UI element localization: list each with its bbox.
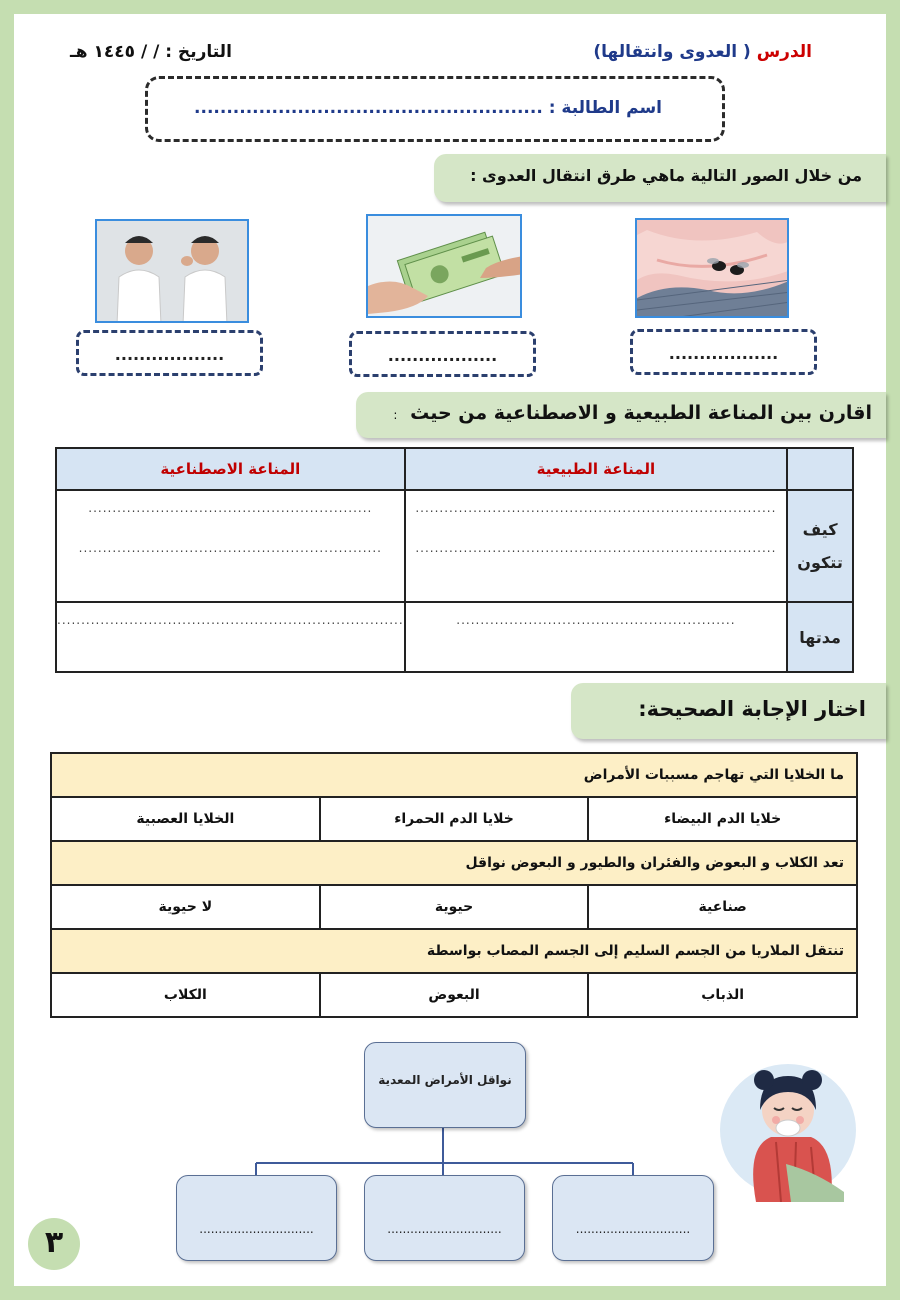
row-label-formation-line2: تتكون — [797, 553, 843, 572]
diagram-child-1[interactable]: .............................. — [176, 1175, 337, 1261]
sick-girl-illustration — [716, 1052, 858, 1202]
q1-option-3[interactable]: الخلايا العصبية — [51, 797, 320, 841]
artificial-formation-line2: ............................................................... — [78, 541, 382, 555]
section2-title-text: اقارن بين المناعة الطبيعية و الاصطناعية من حيث — [410, 402, 872, 424]
q1-option-1[interactable]: خلايا الدم البيضاء — [588, 797, 857, 841]
answer-blank-1[interactable]: .................. — [630, 329, 817, 375]
diagram-root-node: نواقل الأمراض المعدية — [364, 1042, 526, 1128]
q2-option-1[interactable]: صناعية — [588, 885, 857, 929]
lesson-title: ( العدوى وانتقالها) — [593, 42, 751, 62]
artificial-immunity-header: المناعة الاصطناعية — [56, 448, 405, 490]
student-name-label: اسم الطالبة : ...................................................... — [194, 98, 662, 118]
section2-title-colon: : — [393, 408, 398, 422]
natural-duration-line: .......................................................... — [456, 613, 736, 627]
question-3: تنتقل الملاريا من الجسم السليم إلى الجسم المصاب بواسطة — [51, 929, 857, 973]
q2-option-2[interactable]: حيوية — [320, 885, 589, 929]
q2-option-3[interactable]: لا حيوية — [51, 885, 320, 929]
row-label-duration: مدتها — [787, 602, 853, 672]
natural-formation-line2: ........................................................................... — [415, 541, 777, 555]
q1-option-2[interactable]: خلايا الدم الحمراء — [320, 797, 589, 841]
q3-option-3[interactable]: الكلاب — [51, 973, 320, 1017]
section1-title: من خلال الصور التالية ماهي طرق انتقال العدوى : — [434, 154, 886, 202]
lesson-label: الدرس — [756, 42, 812, 62]
natural-immunity-header: المناعة الطبيعية — [405, 448, 788, 490]
q3-option-2[interactable]: البعوض — [320, 973, 589, 1017]
diagram-child-3[interactable]: .............................. — [552, 1175, 714, 1261]
diagram-child-2[interactable]: .............................. — [364, 1175, 525, 1261]
row-label-formation-line1: كيف — [802, 520, 838, 539]
question-1: ما الخلايا التي تهاجم مسببات الأمراض — [51, 753, 857, 797]
artificial-formation-line1: ........................................................... — [88, 501, 373, 515]
section3-title: اختار الإجابة الصحيحة: — [571, 683, 886, 739]
answer-blank-3[interactable]: .................. — [76, 330, 263, 376]
natural-formation-line1: ........................................................................... — [415, 501, 777, 515]
page-number: ٣ — [28, 1218, 80, 1270]
question-2: تعد الكلاب و البعوض والفئران والطيور و البعوض نواقل — [51, 841, 857, 885]
artificial-duration-line: ........................................................................ — [57, 613, 404, 627]
date-field: التاريخ : / / ١٤٤٥ هـ — [70, 42, 232, 62]
q3-option-1[interactable]: الذباب — [588, 973, 857, 1017]
answer-blank-2[interactable]: .................. — [349, 331, 536, 377]
